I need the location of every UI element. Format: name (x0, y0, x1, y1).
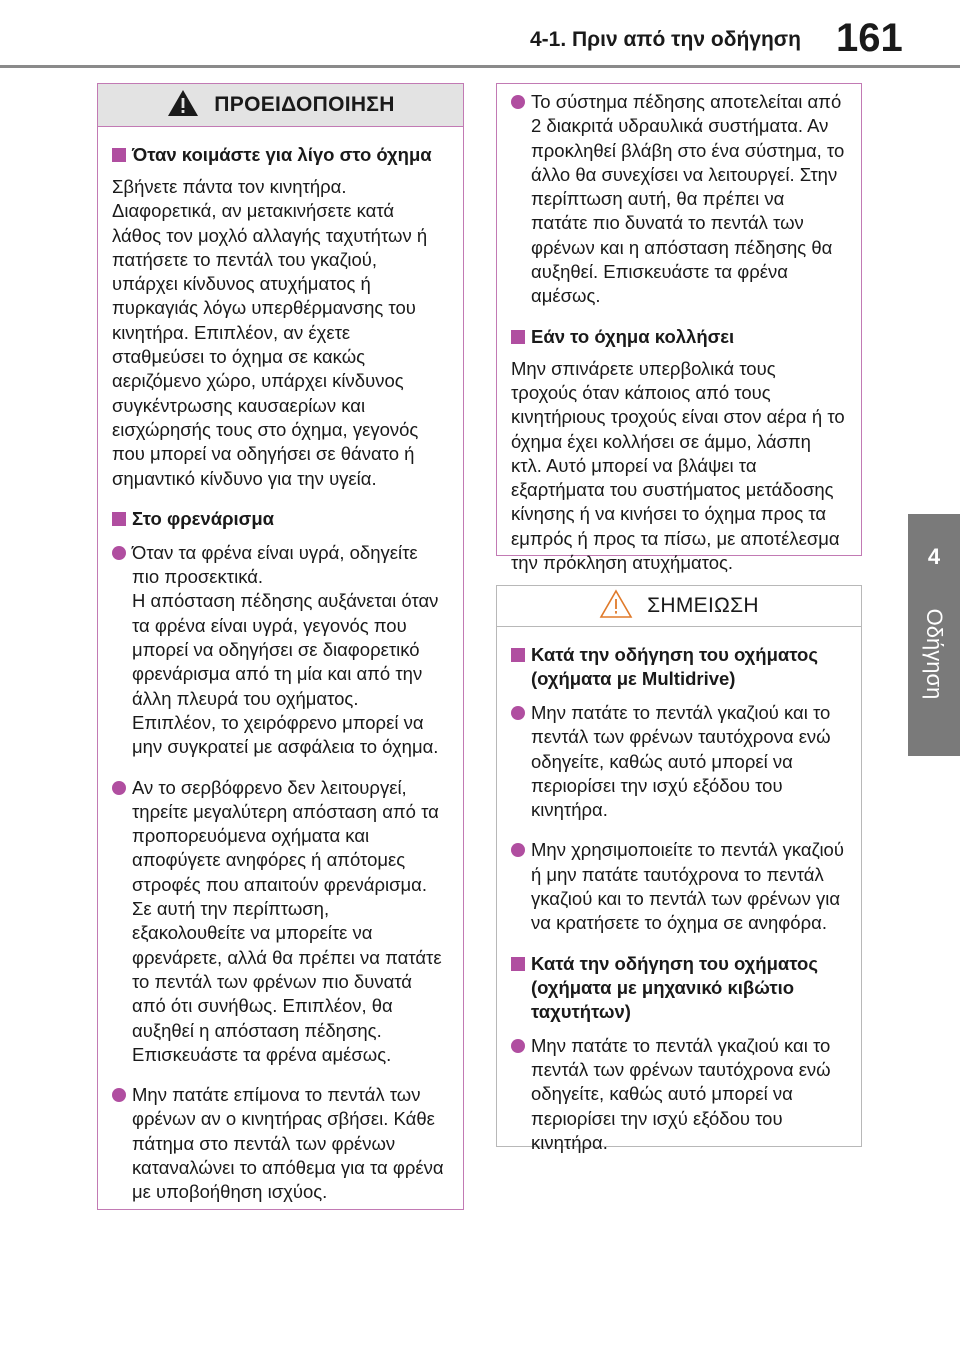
note-header (497, 586, 861, 627)
bullet-item (511, 90, 845, 309)
section-heading-text: Όταν κοιμάστε για λίγο στο όχημα (132, 144, 432, 165)
warning-body (497, 90, 861, 585)
square-bullet-icon (511, 330, 525, 344)
bullet-item (511, 701, 845, 822)
circle-bullet-icon (511, 95, 525, 109)
section-title: 4-1. Πριν από την οδήγηση (530, 28, 801, 51)
warning-title: ΠΡΟΕΙΔΟΠΟΙΗΣΗ (214, 93, 395, 116)
square-bullet-icon (511, 957, 525, 971)
note-body (497, 627, 861, 1165)
page-number: 161 (836, 16, 903, 60)
chapter-number: 4 (927, 544, 941, 569)
circle-bullet-icon (511, 706, 525, 720)
bullet-item (511, 838, 845, 935)
bullet-text (132, 541, 447, 760)
paragraph: Μην σπινάρετε υπερβολικά τους τροχούς όταν κάποιος από τους κινητήριους τροχούς είναι στον αέρα ή το όχημα έχει κολλήσει σε άμμο, λάσπη κτλ. Αυτό μπορεί να βλάψει τα εξαρτήματα του συστήματος μετάδοσης κίνησης ή να κινήσει το όχημα προς τα εμπρός ή προς τα πίσω, με αποτέλεσμα την πρόκληση ατυχήματος. (511, 357, 845, 574)
section-heading-text: Στο φρενάρισμα (132, 507, 275, 529)
warning-box (97, 83, 464, 1210)
header-rule (0, 65, 960, 68)
bullet-line: Αν το σερβόφρενο δεν λειτουργεί, τηρείτε μεγαλύτερη απόσταση από τα προπορευόμενα οχήματα και αποφύγετε ανηφόρες ή απότομες στροφές που απαιτούν φρενάρισμα. (132, 776, 439, 895)
warning-section-heading (112, 507, 447, 531)
note-section-heading (511, 643, 845, 691)
bullet-item (112, 776, 447, 1068)
bullet-line: Σε αυτή την περίπτωση, εξακολουθείτε να μπορείτε να φρενάρετε, αλλά θα πρέπει να πατάτε το πεντάλ των φρένων πιο δυνατά από ότι συνήθως. Επιπλέον, θα αυξηθεί η απόσταση πέδησης. Επισκευάστε τα φρένα αμέσως. (132, 898, 442, 1065)
paragraph: Σβήνετε πάντα τον κινητήρα. Διαφορετικά, αν μετακινήσετε κατά λάθος τον μοχλό αλλαγής ταχυτήτων ή πατήσετε το πεντάλ του γκαζιού, υπάρχει κίνδυνος ατυχήματος ή πυρκαγιάς λόγω υπερθέρμανσης του κινητήρα. Επιπλέον, αν έχετε σταθμεύσει το όχημα σε κακώς αεριζόμενο χώρο, υπάρχει κίνδυνος συγκέντρωσης καυσαερίων και εισχώρησής τους στο όχημα, γεγονός που μπορεί να οδηγήσει σε θάνατο ή σημαντικό κίνδυνο για την υγεία. (112, 176, 428, 489)
bullet-line: Όταν τα φρένα είναι υγρά, οδηγείτε πιο προσεκτικά. (132, 541, 418, 588)
section-heading-text: Κατά την οδήγηση του οχήματος (οχήματα με Multidrive) (531, 644, 818, 689)
circle-bullet-icon (112, 546, 126, 560)
bullet-text: Μην χρησιμοποιείτε το πεντάλ γκαζιού ή μην πατάτε ταυτόχρονα το πεντάλ γκαζιού και το πεντάλ των φρένων για να κρατήσετε το όχημα σε ανηφόρα. (531, 839, 844, 934)
warning-section-heading (511, 325, 845, 349)
square-bullet-icon (112, 512, 126, 526)
note-box (496, 585, 862, 1153)
square-bullet-icon (112, 148, 126, 162)
warning-body (98, 127, 463, 1215)
bullet-text (132, 776, 447, 1068)
warning-section-heading (112, 143, 447, 167)
bullet-item (112, 1083, 447, 1204)
bullet-item (112, 541, 447, 760)
bullet-text: Το σύστημα πέδησης αποτελείται από 2 διακριτά υδραυλικά συστήματα. Αν προκληθεί βλάβη στο ένα σύστημα, το άλλο θα συνεχίσει να λειτουργεί. Στην περίπτωση αυτή, θα πρέπει να πατάτε πιο δυνατά το πεντάλ των φρένων και η απόσταση πέδησης θα αυξηθεί. Επισκευάστε τα φρένα αμέσως. (531, 91, 845, 307)
circle-bullet-icon (112, 781, 126, 795)
circle-bullet-icon (511, 1039, 525, 1053)
bullet-text: Μην πατάτε το πεντάλ γκαζιού και το πεντάλ των φρένων ταυτόχρονα ενώ οδηγείτε, καθώς αυτό μπορεί να περιορίσει την ισχύ εξόδου του κινητήρα. (531, 1034, 831, 1153)
note-section-heading (511, 952, 845, 1024)
chapter-label: Οδήγηση (922, 608, 947, 700)
square-bullet-icon (511, 648, 525, 662)
circle-bullet-icon (112, 1088, 126, 1102)
bullet-text: Μην πατάτε το πεντάλ γκαζιού και το πεντάλ των φρένων ταυτόχρονα ενώ οδηγείτε, καθώς αυτό μπορεί να περιορίσει την ισχύ εξόδου του κινητήρα. (531, 702, 831, 821)
bullet-text: Μην πατάτε επίμονα το πεντάλ των φρένων αν ο κινητήρας σβήσει. Κάθε πάτημα στο πεντάλ των φρένων καταναλώνει το απόθεμα για τα φρένα με υποβοήθηση ισχύος. (132, 1084, 444, 1203)
warning-header (98, 84, 463, 127)
notice-triangle-icon (599, 589, 633, 624)
chapter-side-tab (908, 514, 960, 756)
warning-box-continued (496, 83, 862, 574)
section-heading-text: Κατά την οδήγηση του οχήματος (οχήματα με μηχανικό κιβώτιο ταχυτήτων) (531, 952, 818, 1022)
note-title: ΣΗΜΕΙΩΣΗ (647, 594, 759, 617)
circle-bullet-icon (511, 843, 525, 857)
bullet-item (511, 1034, 845, 1155)
bullet-line: Η απόσταση πέδησης αυξάνεται όταν τα φρένα είναι υγρά, γεγονός που μπορεί να οδηγήσει σε διαφορετικό φρενάρισμα από τη μία και από την άλλη πλευρά του οχήματος. Επιπλέον, το χειρόφρενο μπορεί να μην συγκρατεί με ασφάλεια το όχημα. (132, 590, 439, 758)
warning-triangle-icon (166, 88, 200, 123)
section-heading-text: Εάν το όχημα κολλήσει (531, 325, 735, 347)
